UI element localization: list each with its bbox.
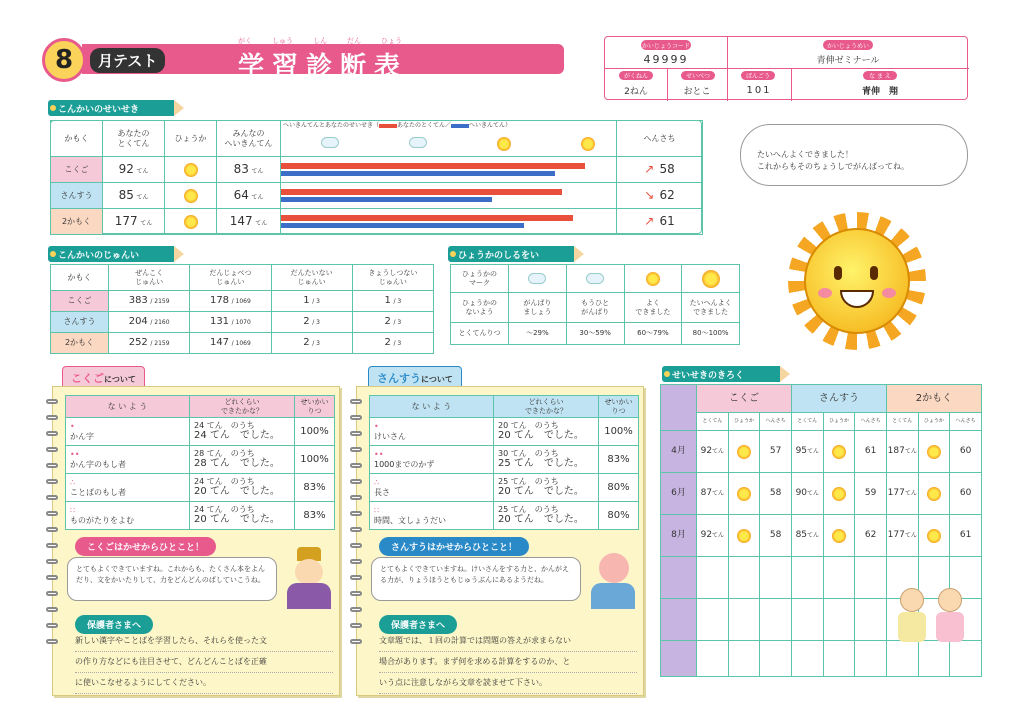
bar-avg-kokugo bbox=[281, 171, 555, 176]
sun-icon bbox=[737, 445, 751, 459]
sun-icon bbox=[832, 487, 846, 501]
month-text: 月テスト bbox=[90, 48, 165, 73]
grade-label: がくねん bbox=[619, 71, 653, 80]
month-circle bbox=[42, 38, 86, 82]
cloud-sun-icon bbox=[409, 137, 427, 148]
table-row: •• かん字のもし者 28 てん のうち 28 てん でした。 100% bbox=[66, 446, 335, 474]
title-ruby: がく しゅう しん だん ひょう bbox=[238, 37, 402, 45]
big-sun-icon bbox=[788, 212, 926, 350]
venue-label: かいじょうめい bbox=[823, 40, 873, 50]
cloud-icon bbox=[528, 273, 546, 284]
gender-value: おとこ bbox=[683, 86, 711, 97]
venue-value: 青伸ゼミナール bbox=[816, 55, 880, 66]
cloud-icon bbox=[321, 137, 339, 148]
name-label: な ま え bbox=[863, 71, 897, 80]
kokugo-table: な い よ う どれくらい できたかな？ せいかい りつ • かん字 24 てん のうち 24 てん でした。 100% •• かん字のもし者 28 てん のうち 28 てん でした。 100% ∴ ことばのもし者 24 てん のうち 20 てん でした。 83% ∷ ものがたりをよむ 24 てん のうち 20 てん でした。 83% bbox=[65, 395, 335, 530]
bar-avg-sansu bbox=[281, 197, 492, 202]
header-banner bbox=[42, 38, 562, 84]
legend-you: あなたのとくてん bbox=[397, 122, 446, 129]
month-number: 8 bbox=[54, 45, 74, 75]
table-row: 2かもく 252 / 2159 147 / 1069 2 / 3 2 / 3 bbox=[51, 333, 434, 354]
bar-avg-total bbox=[281, 223, 524, 228]
kokugo-parent-title: 保護者さまへ bbox=[75, 615, 153, 634]
col-eval: ひょうか bbox=[165, 121, 217, 157]
number-label: ばんごう bbox=[741, 71, 775, 80]
table-row: 4月 92てん 57 95てん 61 187てん 60 bbox=[661, 431, 982, 473]
table-row: 2かもく 177 てん 147 てん ↗ 61 bbox=[51, 209, 703, 235]
number-value: 101 bbox=[746, 84, 772, 96]
sansu-parent-message: 文章題では、１回の計算では問題の答えが求まらない 場合があります。まず何を求める計算をするのか、と いう点に注意しながら文章を読ませて下さい。 bbox=[379, 631, 637, 694]
sansu-advice-title: さんすうはかせからひとこと！ bbox=[379, 537, 529, 556]
sun-icon bbox=[184, 215, 198, 229]
table-row: 6月 87てん 58 90てん 59 177てん 60 bbox=[661, 473, 982, 515]
sun-icon bbox=[832, 529, 846, 543]
sansu-table: な い よ う どれくらい できたかな？ せいかい りつ • けいさん 20 てん のうち 20 てん でした。 100% •• 1000までのかず 30 てん のうち 25 てん でした。 83% ∴ 長さ 25 てん のうち 20 てん でした。 80% ∷ 時間、文しょうだい 25 てん のうち 20 てん でした。 80% bbox=[369, 395, 639, 530]
sun-icon bbox=[497, 137, 511, 151]
kokugo-advice-title: こくごはかせからひとこと！ bbox=[75, 537, 216, 556]
sansu-advice: とてもよくできていますね。けいさんをする力と、かんがえる力が、りょうほうともじゅうぶんにあるようだね。 bbox=[371, 557, 581, 601]
table-row: ∴ ことばのもし者 24 てん のうち 20 てん でした。 83% bbox=[66, 474, 335, 502]
table-row: •• 1000までのかず 30 てん のうち 25 てん でした。 83% bbox=[370, 446, 639, 474]
sun-icon bbox=[927, 445, 941, 459]
sun-icon bbox=[737, 487, 751, 501]
kokugo-notebook bbox=[52, 386, 340, 696]
sun-icon bbox=[581, 137, 595, 151]
col-avg: みんなの へいきんてん bbox=[217, 121, 281, 157]
section-title-record: せいせきのきろく bbox=[662, 366, 780, 382]
table-row: さんすう 204 / 2160 131 / 1070 2 / 3 2 / 3 bbox=[51, 312, 434, 333]
table-row: 8月 92てん 58 85てん 62 177てん 61 bbox=[661, 515, 982, 557]
code-value: 49999 bbox=[643, 52, 689, 66]
score-table-grid bbox=[50, 120, 703, 235]
sun-icon bbox=[927, 529, 941, 543]
sansu-professor-icon bbox=[589, 547, 637, 609]
gender-label: せいべつ bbox=[681, 71, 715, 80]
col-graph: へいきんてんとあなたのせいせき（ あなたのとくてん／ へいきんてん） bbox=[281, 121, 617, 157]
sun-icon bbox=[737, 529, 751, 543]
section-title-current-score: こんかいのせいせき bbox=[48, 100, 174, 116]
name-value: 青伸 翔 bbox=[861, 86, 898, 97]
kokugo-professor-icon bbox=[285, 547, 333, 609]
sun-icon bbox=[927, 487, 941, 501]
col-hensachi: へんさち bbox=[617, 121, 703, 157]
kokugo-tab: こくごについて bbox=[62, 366, 145, 390]
bar-you-sansu bbox=[281, 189, 562, 195]
rank-table: かもく ぜんこく じゅんい だんじょべつ じゅんい だんたいない じゅんい きょうしつない じゅんい こくご 383 / 2159 178 / 1069 1 / 3 1 / 3 さんすう 204 / 2160 131 / 1070 2 / 3 2 / 3 2かもく 252 / 2159 147 / 1069 2 / 3 2 / 3 bbox=[50, 264, 434, 354]
big-sun-icon bbox=[702, 270, 720, 288]
sun-icon bbox=[184, 189, 198, 203]
kokugo-parent-message: 新しい漢字やことばを学習したら、それらを使った文 の作り方などにも注目させて、どんどんことばを正確 に使いこなせるようにしてください。 bbox=[75, 631, 333, 694]
table-row: こくご 383 / 2159 178 / 1069 1 / 3 1 / 3 bbox=[51, 291, 434, 312]
record-table: こくご さんすう 2かもく とくてん ひょうか へんさち とくてん ひょうか へんさち とくてん ひょうか へんさち 4月 92てん 57 95てん 61 187てん 60 6月 87てん 58 90てん 59 177てん 60 8月 92てん 58 85てん 62 177てん 61 bbox=[660, 384, 982, 677]
page-title: 学習診断表 bbox=[238, 52, 409, 82]
children-illustration-icon bbox=[894, 584, 972, 676]
sansu-tab: さんすうについて bbox=[368, 366, 462, 390]
table-row: さんすう 85 てん 64 てん ↘ 62 bbox=[51, 183, 703, 209]
legend-avg: へいきんてん bbox=[469, 122, 506, 129]
grade-value: 2ねん bbox=[624, 86, 648, 97]
cloud-sun-icon bbox=[586, 273, 604, 284]
praise-bubble: たいへんよくできました！ これからもそのちょうしでがんばってね。 bbox=[740, 124, 968, 186]
kokugo-advice: とてもよくできていますね。これからも、たくさん本をよんだり、文をかいたりして、力をどんどんのばしていこうね。 bbox=[67, 557, 277, 601]
sansu-notebook bbox=[356, 386, 644, 696]
table-row: • かん字 24 てん のうち 24 てん でした。 100% bbox=[66, 418, 335, 446]
sun-icon bbox=[832, 445, 846, 459]
student-info-box bbox=[604, 36, 968, 100]
sun-icon bbox=[184, 163, 198, 177]
col-subject: かもく bbox=[51, 121, 103, 157]
section-title-current-rank: こんかいのじゅんい bbox=[48, 246, 174, 262]
table-row: ∷ ものがたりをよむ 24 てん のうち 20 てん でした。 83% bbox=[66, 502, 335, 530]
table-row: ∴ 長さ 25 てん のうち 20 てん でした。 80% bbox=[370, 474, 639, 502]
table-row: こくご 92 てん 83 てん ↗ 58 bbox=[51, 157, 703, 183]
bar-you-kokugo bbox=[281, 163, 585, 169]
eval-guide-table: ひょうかの マーク ひょうかの ないよう がんばり ましょう もうひと がんばり よく できました たいへんよく できました とくてんりつ 〜29% 30〜59% 60〜79% 80〜100% bbox=[450, 264, 740, 345]
bar-you-total bbox=[281, 215, 573, 221]
table-row: • けいさん 20 てん のうち 20 てん でした。 100% bbox=[370, 418, 639, 446]
sun-icon bbox=[646, 272, 660, 286]
table-row: ∷ 時間、文しょうだい 25 てん のうち 20 てん でした。 80% bbox=[370, 502, 639, 530]
code-label: かいじょうコード bbox=[641, 40, 691, 50]
sansu-parent-title: 保護者さまへ bbox=[379, 615, 457, 634]
col-score: あなたの とくてん bbox=[103, 121, 165, 157]
section-title-eval-guide: ひょうかのしるをい bbox=[448, 246, 574, 262]
